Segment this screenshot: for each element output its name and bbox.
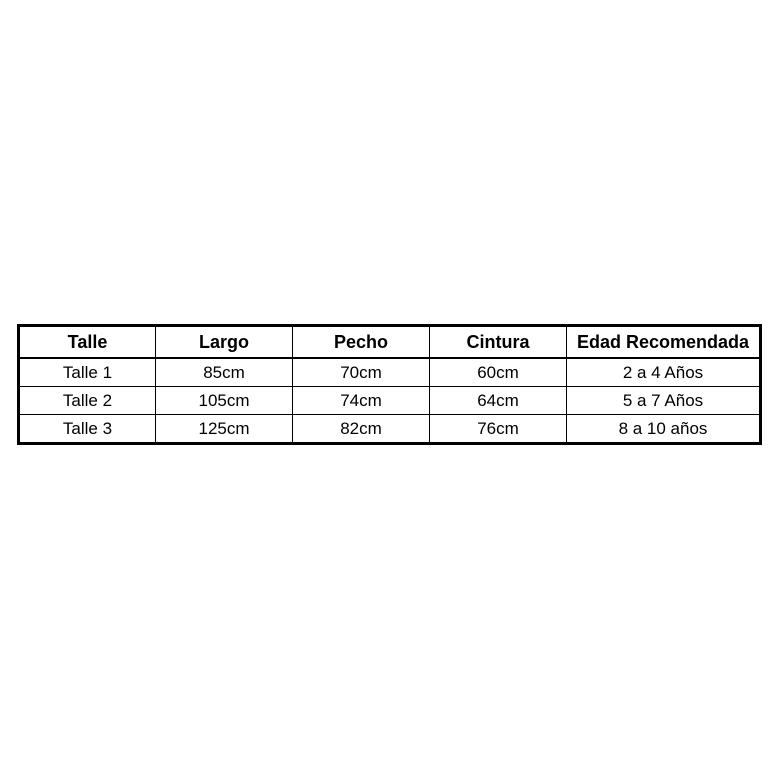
header-pecho: Pecho [293, 326, 430, 359]
table-row [19, 387, 761, 415]
header-cintura: Cintura [430, 326, 567, 359]
cell-edad: 2 a 4 Años [567, 358, 761, 387]
cell-cintura: 76cm [430, 415, 567, 444]
header-talle: Talle [19, 326, 156, 359]
header-edad-recomendada: Edad Recomendada [567, 326, 761, 359]
cell-pecho: 70cm [293, 358, 430, 387]
cell-pecho: 82cm [293, 415, 430, 444]
cell-cintura: 64cm [430, 387, 567, 415]
cell-largo: 125cm [156, 415, 293, 444]
table-row [19, 358, 761, 387]
cell-edad: 8 a 10 años [567, 415, 761, 444]
size-chart-table [17, 324, 762, 445]
table-body [19, 358, 761, 444]
cell-largo: 85cm [156, 358, 293, 387]
cell-talle: Talle 1 [19, 358, 156, 387]
table-header [19, 326, 761, 359]
cell-cintura: 60cm [430, 358, 567, 387]
header-largo: Largo [156, 326, 293, 359]
cell-largo: 105cm [156, 387, 293, 415]
cell-talle: Talle 3 [19, 415, 156, 444]
header-row [19, 326, 761, 359]
table-row [19, 415, 761, 444]
cell-talle: Talle 2 [19, 387, 156, 415]
cell-edad: 5 a 7 Años [567, 387, 761, 415]
cell-pecho: 74cm [293, 387, 430, 415]
